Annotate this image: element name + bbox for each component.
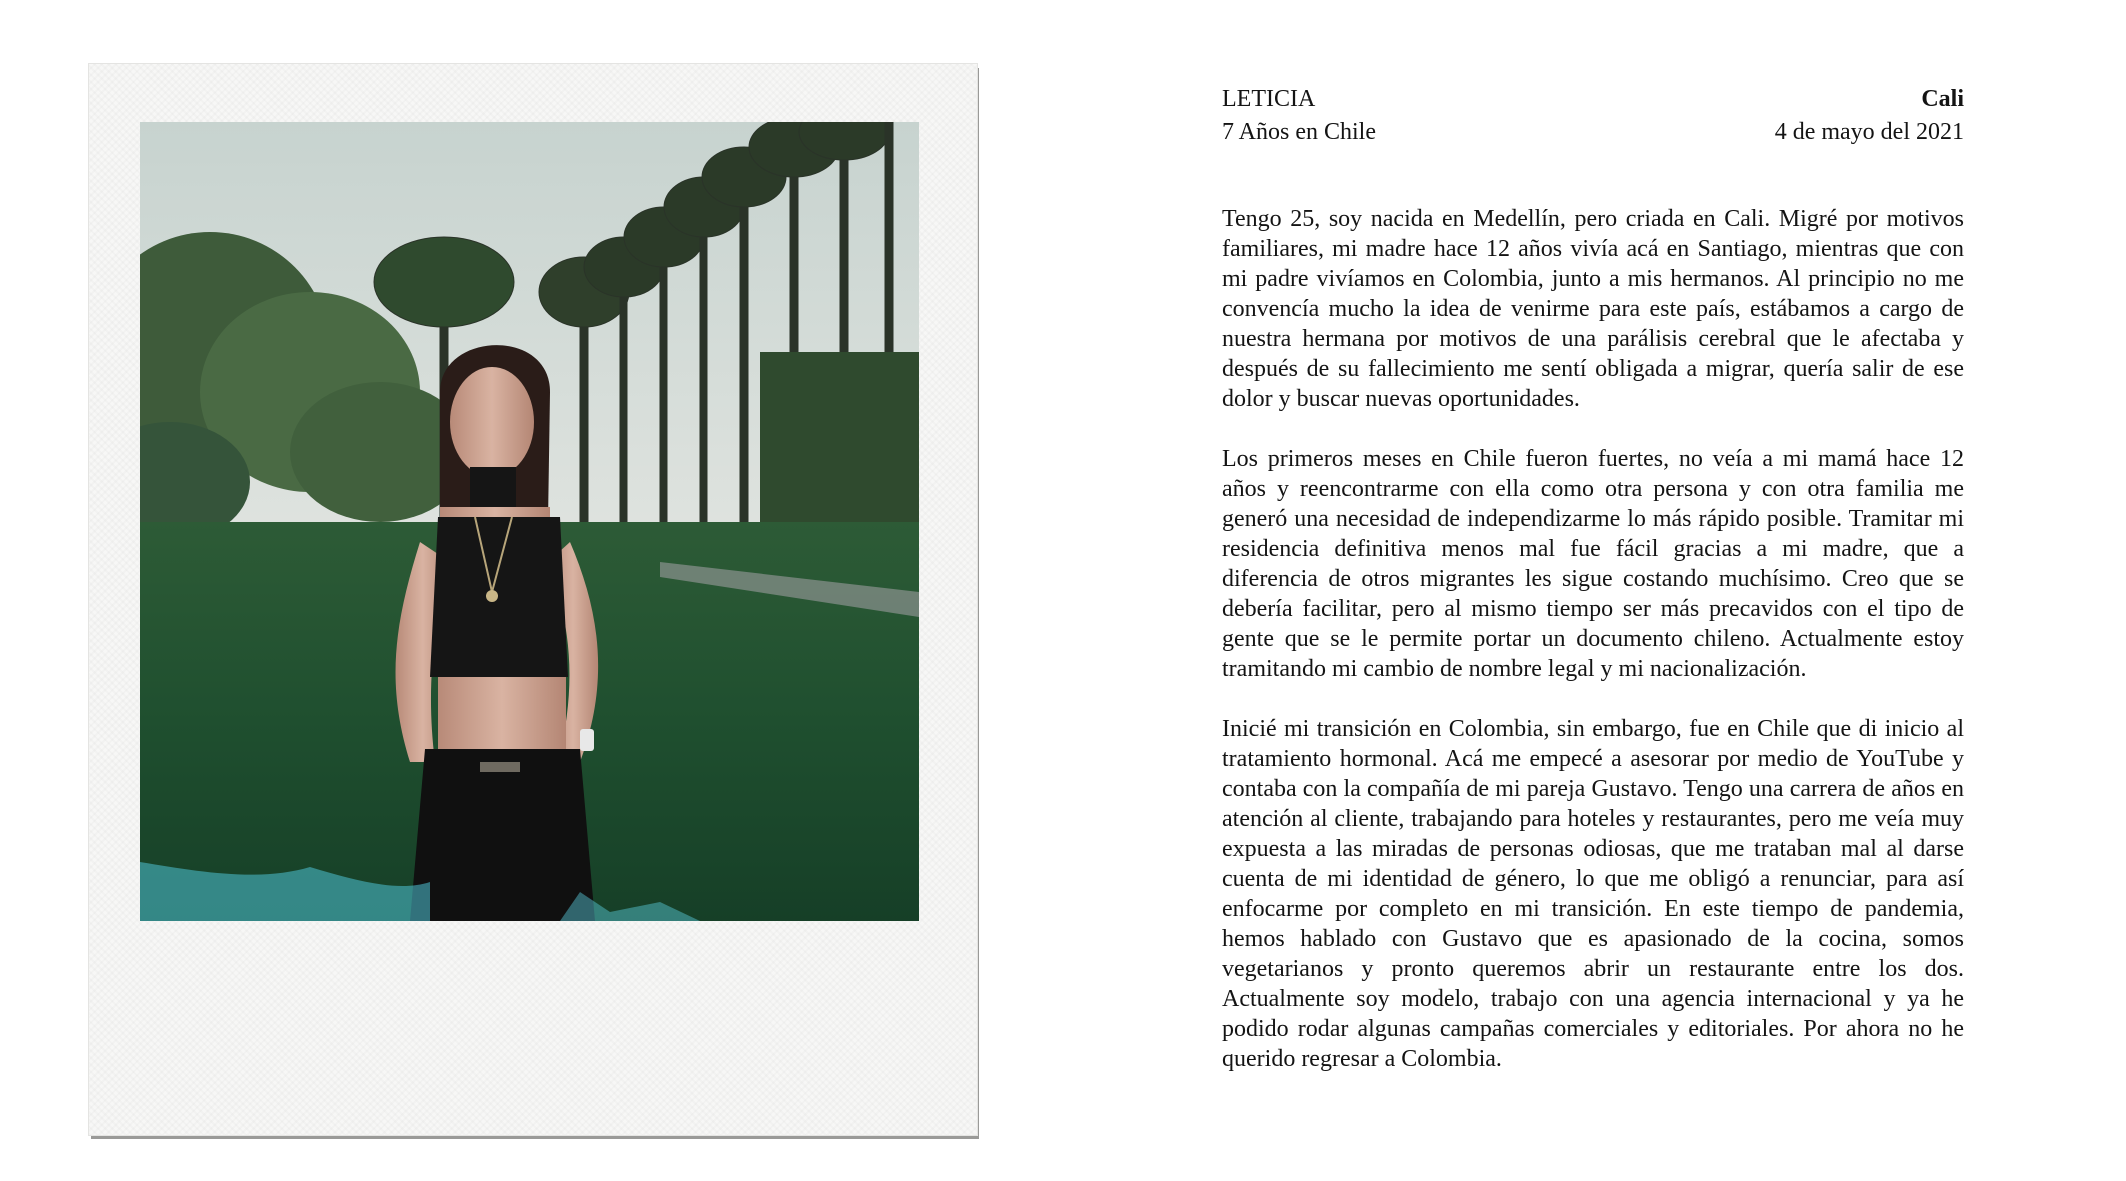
- story-paragraph: Los primeros meses en Chile fueron fuertes, no veía a mi mamá hace 12 años y reencontrarme con ella como otra persona y con otra familia me generó una necesidad de independizarme lo más rápido posible. Tramitar mi residencia definitiva menos mal fue fácil gracias a mi madre, que a diferencia de otros migrantes les sigue costando muchísimo. Creo que se debería facilitar, pero al mismo tiempo ser más precavidos con el tipo de gente que se le permite portar un documento chileno. Actualmente estoy tramitando mi cambio de nombre legal y mi nacionalización.: [1222, 446, 1964, 682]
- interview-date: 4 de mayo del 2021: [1774, 119, 1964, 145]
- header-row-2: [1222, 117, 1964, 150]
- portrait-illustration: [140, 122, 919, 921]
- hedge: [760, 352, 919, 532]
- portrait-photo: [140, 122, 919, 921]
- story-paragraph: Inicié mi transición en Colombia, sin embargo, fue en Chile que di inicio al tratamiento hormonal. Acá me empecé a asesorar por medio de YouTube y contaba con la compañía de mi pareja Gustavo. Tengo una carrera de años en atención al cliente, trabajando para hoteles y restaurantes, pero me veía muy expuesta a las miradas de personas odiosas, que me trataban mal al darse cuenta de mi identidad de género, lo que me obligó a renunciar, para así enfocarme por completo en mi transición. En este tiempo de pandemia, hemos hablado con Gustavo que es apasionado de la cocina, somos vegetarianos y pronto queremos abrir un restaurante entre los dos. Actualmente soy modelo, trabajo con una agencia internacional y ya he podido rodar algunas campañas comerciales y editoriales. Por ahora no he querido regresar a Colombia.: [1222, 716, 1964, 1072]
- subject-city: Cali: [1921, 86, 1964, 112]
- polaroid-frame: [89, 64, 977, 1135]
- story-text: [1222, 204, 1964, 1074]
- story-page: [1222, 84, 1964, 1104]
- years-in-chile: 7 Años en Chile: [1222, 119, 1376, 145]
- subject-name: LETICIA: [1222, 86, 1316, 112]
- header-row-1: [1222, 84, 1964, 117]
- story-paragraph: Tengo 25, soy nacida en Medellín, pero criada en Cali. Migré por motivos familiares, mi madre hace 12 años vivía acá en Santiago, mientras que con mi padre vivíamos en Colombia, junto a mis hermanos. Al principio no me convencía mucho la idea de venirme para este país, estábamos a cargo de nuestra hermana por motivos de una parálisis cerebral que le afectaba y después de su fallecimiento me sentí obligada a migrar, quería salir de ese dolor y buscar nuevas oportunidades.: [1222, 206, 1964, 412]
